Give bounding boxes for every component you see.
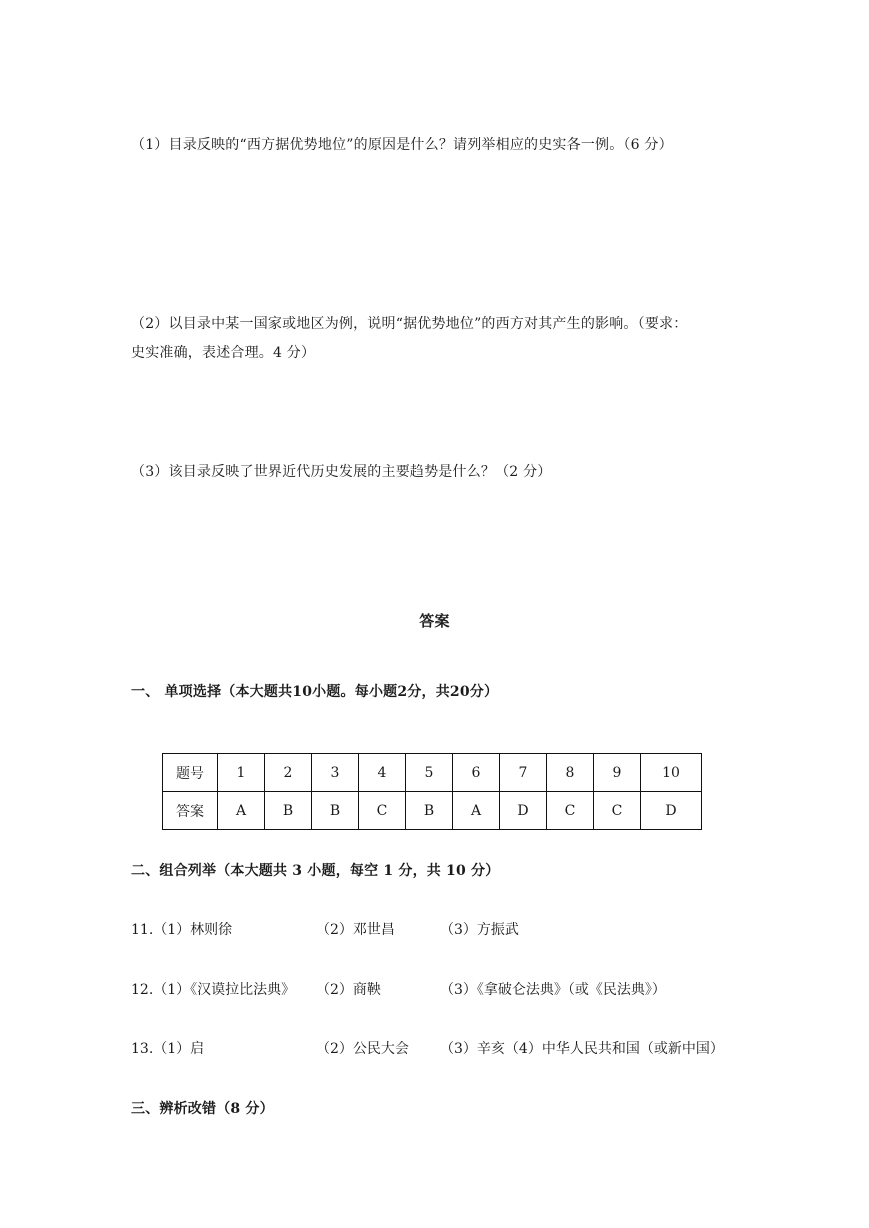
table-cell: C bbox=[594, 792, 641, 830]
item-13-answer-1: 13.（1）启 bbox=[131, 1041, 205, 1057]
table-row bbox=[163, 792, 702, 830]
table-cell: 10 bbox=[641, 754, 702, 792]
question-1: （1）目录反映的“西方据优势地位”的原因是什么？请列举相应的史实各一例。（6 分） bbox=[131, 137, 673, 153]
table-cell: 题号 bbox=[163, 754, 218, 792]
item-12-answer-2: （2）商鞅 bbox=[316, 982, 381, 998]
table-cell: D bbox=[500, 792, 547, 830]
table-cell: A bbox=[218, 792, 265, 830]
section-2-heading: 二、组合列举（本大题共 3 小题，每空 1 分，共 10 分） bbox=[131, 863, 500, 879]
table-cell: B bbox=[265, 792, 312, 830]
table-cell: C bbox=[547, 792, 594, 830]
table-cell: A bbox=[453, 792, 500, 830]
section-1-heading: 一、 单项选择（本大题共10小题。每小题2分，共20分） bbox=[131, 684, 499, 700]
item-12-answer-1: 12.（1）《汉谟拉比法典》 bbox=[131, 982, 296, 998]
table-cell: D bbox=[641, 792, 702, 830]
table-cell: 9 bbox=[594, 754, 641, 792]
question-2-line-1: （2）以目录中某一国家或地区为例，说明“据优势地位”的西方对其产生的影响。（要求： bbox=[131, 316, 688, 332]
table-cell: 6 bbox=[453, 754, 500, 792]
table-cell: 5 bbox=[406, 754, 453, 792]
section-3-heading: 三、辨析改错（8 分） bbox=[131, 1101, 274, 1117]
item-13-answer-3: （3）辛亥（4）中华人民共和国（或新中国） bbox=[440, 1041, 724, 1057]
answer-table bbox=[162, 753, 702, 830]
question-2-line-2: 史实准确，表述合理。4 分） bbox=[131, 345, 316, 361]
table-row bbox=[163, 754, 702, 792]
item-11-answer-1: 11.（1）林则徐 bbox=[131, 922, 233, 938]
table-cell: 3 bbox=[312, 754, 359, 792]
table-cell: 1 bbox=[218, 754, 265, 792]
table-cell: 7 bbox=[500, 754, 547, 792]
question-3: （3）该目录反映了世界近代历史发展的主要趋势是什么？（2 分） bbox=[131, 464, 552, 480]
table-cell: C bbox=[359, 792, 406, 830]
item-11-answer-2: （2）邓世昌 bbox=[316, 922, 395, 938]
item-13-answer-2: （2）公民大会 bbox=[316, 1041, 409, 1057]
answers-title: 答案 bbox=[419, 612, 450, 630]
table-cell: B bbox=[406, 792, 453, 830]
table-cell: 4 bbox=[359, 754, 406, 792]
table-cell: 2 bbox=[265, 754, 312, 792]
table-cell: 8 bbox=[547, 754, 594, 792]
item-11-answer-3: （3）方振武 bbox=[440, 922, 519, 938]
table-cell: 答案 bbox=[163, 792, 218, 830]
table-cell: B bbox=[312, 792, 359, 830]
item-12-answer-3: （3）《拿破仑法典》（或《民法典》） bbox=[440, 982, 666, 998]
